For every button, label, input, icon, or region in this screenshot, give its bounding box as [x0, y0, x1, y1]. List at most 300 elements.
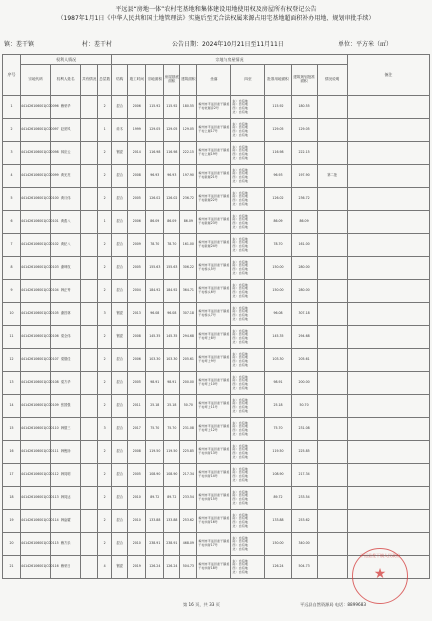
cell-structure: 混合 [112, 441, 128, 464]
cell-base-area: 119.50 [164, 441, 180, 464]
cell-boundary: 东：自有地 南：自有地 西：自有地 北：自有地 [231, 510, 265, 533]
cell-common [81, 96, 98, 119]
cell-boundary: 东：自有地 南：自有地 西：自有地 北：自有地 [231, 372, 265, 395]
cell-location: 梅州市平远县差干镇差干村坪上9号 [197, 349, 231, 372]
cell-floors: 2 [98, 96, 112, 119]
header-note: 情况说明 [317, 65, 347, 96]
cell-note [317, 349, 347, 372]
cell-structure: 混合 [112, 257, 128, 280]
cell-seq: 15 [3, 418, 21, 441]
cell-note [317, 441, 347, 464]
cell-building-area: 197.90 [180, 165, 197, 188]
cell-approved-land: 150.00 [265, 257, 291, 280]
cell-seq: 11 [3, 326, 21, 349]
cell-location: 梅州市平远县差干镇差干村岗背15号 [197, 487, 231, 510]
cell-approved-land: 103.30 [265, 349, 291, 372]
cell-note [317, 418, 347, 441]
cell-land-area: 89.72 [146, 487, 164, 510]
cell-year: 2005 [128, 257, 146, 280]
cell-parcel: 441426106001JC00114 [21, 510, 51, 533]
cell-structure: 混合 [112, 234, 128, 257]
cell-location: 梅州市平远县差干镇差干村岗背16号 [197, 510, 231, 533]
cell-structure: 钢混 [112, 556, 128, 579]
cell-boundary: 东：自有地 南：自有地 西：自有地 北：自有地 [231, 487, 265, 510]
cell-seq: 9 [3, 280, 21, 303]
cell-building-area: 307.18 [180, 303, 197, 326]
cell-location: 梅州市平远县差干镇差干村新屋22号 [197, 188, 231, 211]
unit-label: 单位：平方米（㎡） [338, 41, 393, 48]
cell-parcel: 441426106001JC00115 [21, 533, 51, 556]
cell-note [317, 464, 347, 487]
table-row [3, 349, 430, 372]
cell-approved-building: 294.68 [291, 326, 317, 349]
cell-approved-building: 200.00 [291, 372, 317, 395]
cell-floors: 2 [98, 257, 112, 280]
cell-boundary: 东：自有地 南：自有地 西：自有地 北：自有地 [231, 303, 265, 326]
cell-year: 2009 [128, 234, 146, 257]
cell-land-area: 145.35 [146, 326, 164, 349]
cell-location: 梅州市平远县差干镇差干村上屋19号 [197, 142, 231, 165]
cell-land-area: 98.91 [146, 372, 164, 395]
cell-common [81, 211, 98, 234]
cell-note [317, 142, 347, 165]
cell-base-area: 86.09 [164, 211, 180, 234]
cell-base-area: 75.70 [164, 418, 180, 441]
cell-seq: 20 [3, 533, 21, 556]
cell-building-area: 129.05 [180, 119, 197, 142]
cell-seq: 17 [3, 464, 21, 487]
cell-building-area: 364.71 [180, 280, 197, 303]
cell-boundary: 东：自有地 南：自有地 西：自有地 北：自有地 [231, 349, 265, 372]
cell-parcel: 441426106001JC00112 [21, 464, 51, 487]
town-label: 镇：差干镇 [4, 41, 35, 48]
cell-year: 2008 [128, 441, 146, 464]
cell-approved-building: 217.34 [291, 464, 317, 487]
cell-remarks [347, 372, 429, 395]
cell-land-area: 155.63 [146, 257, 164, 280]
cell-building-area: 161.00 [180, 234, 197, 257]
cell-floors: 1 [98, 119, 112, 142]
table-row [3, 395, 430, 418]
cell-year: 2006 [128, 96, 146, 119]
cell-approved-building: 180.55 [291, 96, 317, 119]
cell-parcel: 441426106001JC00097 [21, 119, 51, 142]
cell-approved-building: 222.15 [291, 142, 317, 165]
cell-location: 梅州市平远县差干镇差干村桥头5号 [197, 257, 231, 280]
cell-parcel: 441426106001JC00113 [21, 487, 51, 510]
cell-boundary: 东：自有地 南：自有地 西：自有地 北：自有地 [231, 119, 265, 142]
cell-building-area: 225.85 [180, 441, 197, 464]
cell-floors: 2 [98, 234, 112, 257]
cell-approved-building: 161.00 [291, 234, 317, 257]
cell-building-area: 205.61 [180, 349, 197, 372]
cell-boundary: 东：自有地 南：自有地 西：自有地 北：自有地 [231, 464, 265, 487]
cell-year: 2017 [128, 418, 146, 441]
info-bar [0, 38, 432, 50]
cell-name: 梁德佳 [51, 349, 81, 372]
cell-approved-building: 504.73 [291, 556, 317, 579]
cell-floors: 3 [98, 303, 112, 326]
cell-seq: 16 [3, 441, 21, 464]
cell-common [81, 188, 98, 211]
cell-location: 梅州市平远县差干镇差干村新屋24号 [197, 234, 231, 257]
cell-approved-land: 78.70 [265, 234, 291, 257]
header-land-area: 宗地面积 [146, 65, 164, 96]
table-row [3, 441, 430, 464]
cell-seq: 18 [3, 487, 21, 510]
cell-building-area: 504.73 [180, 556, 197, 579]
cell-base-area: 126.24 [164, 556, 180, 579]
cell-location: 梅州市平远县差干镇差干村岗背18号 [197, 556, 231, 579]
cell-seq: 7 [3, 234, 21, 257]
cell-parcel: 441426106001JC00110 [21, 418, 51, 441]
cell-note [317, 326, 347, 349]
cell-base-area: 103.30 [164, 349, 180, 372]
cell-approved-land: 150.00 [265, 533, 291, 556]
cell-remarks [347, 165, 429, 188]
cell-common [81, 303, 98, 326]
table-row [3, 211, 430, 234]
cell-common [81, 533, 98, 556]
cell-land-area: 25.18 [146, 395, 164, 418]
cell-approved-building: 280.00 [291, 280, 317, 303]
cell-structure: 混合 [112, 372, 128, 395]
cell-floors: 2 [98, 372, 112, 395]
cell-approved-building: 231.08 [291, 418, 317, 441]
cell-approved-land: 86.09 [265, 211, 291, 234]
header-remarks: 备注 [347, 55, 429, 96]
seal-ring-text: 平远县差干镇人民政府 [360, 553, 400, 558]
cell-floors: 2 [98, 326, 112, 349]
cell-name: 赖荣日 [51, 556, 81, 579]
cell-common [81, 464, 98, 487]
cell-remarks [347, 395, 429, 418]
cell-boundary: 东：自有地 南：自有地 西：自有地 北：自有地 [231, 142, 265, 165]
cell-boundary: 东：自有地 南：自有地 西：自有地 北：自有地 [231, 165, 265, 188]
cell-land-area: 115.92 [146, 96, 164, 119]
cell-boundary: 东：自有地 南：自有地 西：自有地 北：自有地 [231, 533, 265, 556]
cell-name: 黄光亮 [51, 165, 81, 188]
cell-structure: 钢混 [112, 303, 128, 326]
cell-common [81, 280, 98, 303]
cell-year: 2010 [128, 487, 146, 510]
cell-common [81, 349, 98, 372]
cell-land-area: 133.88 [146, 510, 164, 533]
table-row [3, 326, 430, 349]
cell-common [81, 510, 98, 533]
header-approved-land: 批准用地面积 [265, 65, 291, 96]
cell-parcel: 441426106001JC00111 [21, 441, 51, 464]
cell-location: 梅州市平远县差干镇差干村坪上12号 [197, 418, 231, 441]
cell-parcel: 441426106001JC00107 [21, 349, 51, 372]
notice-date: 公告日期：2024年10月21日至11月11日 [172, 41, 284, 48]
table-row [3, 257, 430, 280]
cell-remarks [347, 349, 429, 372]
cell-floors: 3 [98, 418, 112, 441]
cell-common [81, 441, 98, 464]
cell-approved-building: 50.70 [291, 395, 317, 418]
cell-floors: 2 [98, 280, 112, 303]
cell-land-area: 184.92 [146, 280, 164, 303]
cell-boundary: 东：自有地 南：自有地 西：自有地 北：自有地 [231, 280, 265, 303]
cell-structure: 混合 [112, 418, 128, 441]
table-row [3, 303, 430, 326]
cell-structure: 混合 [112, 533, 128, 556]
cell-floors: 2 [98, 142, 112, 165]
cell-land-area: 116.98 [146, 142, 164, 165]
cell-floors: 1 [98, 211, 112, 234]
seal-star-icon: ★ [373, 566, 387, 582]
cell-base-area: 98.91 [164, 372, 180, 395]
header-approved-building: 建筑规划批准面积 [291, 65, 317, 96]
cell-note [317, 303, 347, 326]
cell-note: 第二批 [317, 165, 347, 188]
cell-base-area: 129.05 [164, 119, 180, 142]
cell-approved-land: 75.70 [265, 418, 291, 441]
cell-parcel: 441426106001JC00101 [21, 211, 51, 234]
header-seq: 序号 [3, 55, 21, 96]
cell-common [81, 326, 98, 349]
cell-structure: 混合 [112, 280, 128, 303]
cell-building-area: 180.55 [180, 96, 197, 119]
header-building-area: 建筑面积 [180, 65, 197, 96]
page-number: 第 16 页，共 33 页 [183, 602, 220, 607]
cell-structure: 钢混 [112, 326, 128, 349]
cell-boundary: 东：自有地 南：自有地 西：自有地 北：自有地 [231, 211, 265, 234]
cell-boundary: 东：自有地 南：自有地 西：自有地 北：自有地 [231, 257, 265, 280]
cell-building-area: 217.34 [180, 464, 197, 487]
cell-remarks [347, 441, 429, 464]
cell-remarks [347, 418, 429, 441]
cell-parcel: 441426106001JC00098 [21, 142, 51, 165]
cell-land-area: 75.70 [146, 418, 164, 441]
cell-approved-building: 233.54 [291, 487, 317, 510]
cell-boundary: 东：自有地 南：自有地 西：自有地 北：自有地 [231, 395, 265, 418]
cell-year: 2005 [128, 464, 146, 487]
cell-parcel: 441426106001JC00103 [21, 257, 51, 280]
cell-building-area: 236.72 [180, 188, 197, 211]
cell-name: 梁方华 [51, 372, 81, 395]
cell-seq: 10 [3, 303, 21, 326]
cell-remarks [347, 464, 429, 487]
cell-base-area: 96.93 [164, 165, 180, 188]
cell-note [317, 119, 347, 142]
cell-approved-land: 96.93 [265, 165, 291, 188]
cell-structure: 混合 [112, 510, 128, 533]
table-row [3, 510, 430, 533]
cell-base-area: 115.92 [164, 96, 180, 119]
cell-building-area: 222.15 [180, 142, 197, 165]
cell-year: 2014 [128, 142, 146, 165]
cell-note [317, 188, 347, 211]
cell-base-area: 96.08 [164, 303, 180, 326]
cell-seq: 12 [3, 349, 21, 372]
cell-common [81, 487, 98, 510]
cell-year: 2005 [128, 188, 146, 211]
cell-parcel: 441426106001JC00102 [21, 234, 51, 257]
cell-base-area: 89.72 [164, 487, 180, 510]
header-location: 坐落 [197, 65, 231, 96]
cell-approved-land: 126.24 [265, 556, 291, 579]
table-row [3, 165, 430, 188]
cell-structure: 混合 [112, 188, 128, 211]
cell-seq: 6 [3, 211, 21, 234]
cell-name: 韩德三 [51, 418, 81, 441]
cell-seq: 21 [3, 556, 21, 579]
cell-building-area: 50.70 [180, 395, 197, 418]
cell-year: 2010 [128, 510, 146, 533]
cell-base-area: 184.92 [164, 280, 180, 303]
cell-common [81, 556, 98, 579]
header-boundary: 四至 [231, 65, 265, 96]
cell-building-area: 468.09 [180, 533, 197, 556]
table-row [3, 119, 430, 142]
cell-name: 黄纪八 [51, 234, 81, 257]
cell-note [317, 510, 347, 533]
official-seal [352, 548, 408, 604]
cell-base-area: 108.90 [164, 464, 180, 487]
cell-approved-building: 253.62 [291, 510, 317, 533]
cell-structure: 钢混 [112, 142, 128, 165]
cell-structure: 混合 [112, 395, 128, 418]
cell-common [81, 418, 98, 441]
cell-note [317, 96, 347, 119]
cell-common [81, 372, 98, 395]
cell-seq: 2 [3, 119, 21, 142]
cell-approved-building: 340.00 [291, 533, 317, 556]
cell-floors: 2 [98, 188, 112, 211]
cell-remarks [347, 510, 429, 533]
cell-boundary: 东：自有地 南：自有地 西：自有地 北：自有地 [231, 326, 265, 349]
notice-title: 平远县“房地一体”农村宅基地和集体建设用地使用权及房屋所有权登记公告 [115, 6, 317, 13]
cell-name: 韩淦耀 [51, 510, 81, 533]
cell-seq: 19 [3, 510, 21, 533]
cell-structure: 混合 [112, 464, 128, 487]
cell-note [317, 211, 347, 234]
cell-base-area: 116.98 [164, 142, 180, 165]
cell-remarks [347, 188, 429, 211]
cell-approved-building: 129.05 [291, 119, 317, 142]
cell-parcel: 441426106001JC00104 [21, 280, 51, 303]
cell-location: 梅州市平远县差干镇差干村新屋23号 [197, 211, 231, 234]
cell-structure: 混合 [112, 211, 128, 234]
cell-floors: 2 [98, 533, 112, 556]
cell-seq: 13 [3, 372, 21, 395]
cell-location: 梅州市平远县差干镇差干村坪上10号 [197, 372, 231, 395]
cell-boundary: 东：自有地 南：自有地 西：自有地 北：自有地 [231, 234, 265, 257]
header-structure: 结构 [112, 65, 128, 96]
cell-land-area: 78.70 [146, 234, 164, 257]
cell-base-area: 78.70 [164, 234, 180, 257]
cell-remarks [347, 280, 429, 303]
cell-base-area: 25.18 [164, 395, 180, 418]
cell-boundary: 东：自有地 南：自有地 西：自有地 北：自有地 [231, 441, 265, 464]
cell-land-area: 108.90 [146, 464, 164, 487]
cell-note [317, 372, 347, 395]
cell-building-area: 306.22 [180, 257, 197, 280]
cell-structure: 混合 [112, 165, 128, 188]
cell-floors: 2 [98, 441, 112, 464]
cell-parcel: 441426106001JC00099 [21, 165, 51, 188]
cell-common [81, 395, 98, 418]
table-row [3, 234, 430, 257]
cell-boundary: 东：自有地 南：自有地 西：自有地 北：自有地 [231, 556, 265, 579]
cell-name: 韩俊扬 [51, 441, 81, 464]
cell-year: 2010 [128, 533, 146, 556]
cell-boundary: 东：自有地 南：自有地 西：自有地 北：自有地 [231, 188, 265, 211]
header-floors: 总层数 [98, 65, 112, 96]
cell-land-area: 96.08 [146, 303, 164, 326]
cell-floors: 2 [98, 395, 112, 418]
cell-floors: 2 [98, 464, 112, 487]
issuer-line: 平远县自然资源局 电话：8899683 [300, 602, 367, 607]
cell-seq: 1 [3, 96, 21, 119]
cell-base-area: 238.91 [164, 533, 180, 556]
cell-year: 2008 [128, 326, 146, 349]
table-row [3, 96, 430, 119]
cell-note [317, 487, 347, 510]
cell-seq: 5 [3, 188, 21, 211]
cell-remarks [347, 487, 429, 510]
cell-approved-land: 115.92 [265, 96, 291, 119]
cell-seq: 8 [3, 257, 21, 280]
cell-remarks [347, 234, 429, 257]
header-name: 权利人姓名 [51, 65, 81, 96]
cell-boundary: 东：自有地 南：自有地 西：自有地 北：自有地 [231, 418, 265, 441]
cell-location: 梅州市平远县差干镇差干村岗背13号 [197, 441, 231, 464]
cell-approved-building: 205.61 [291, 349, 317, 372]
cell-approved-building: 86.09 [291, 211, 317, 234]
cell-remarks [347, 119, 429, 142]
cell-floors: 2 [98, 487, 112, 510]
cell-approved-building: 225.85 [291, 441, 317, 464]
cell-floors: 4 [98, 556, 112, 579]
cell-land-area: 86.09 [146, 211, 164, 234]
cell-approved-land: 119.50 [265, 441, 291, 464]
cell-remarks [347, 96, 429, 119]
cell-common [81, 119, 98, 142]
cell-seq: 14 [3, 395, 21, 418]
table-row [3, 280, 430, 303]
cell-name: 谢坤权 [51, 257, 81, 280]
cell-approved-land: 116.98 [265, 142, 291, 165]
cell-location: 梅州市平远县差干镇差干村新屋21号 [197, 165, 231, 188]
cell-remarks [347, 142, 429, 165]
cell-land-area: 238.91 [146, 533, 164, 556]
cell-floors: 2 [98, 510, 112, 533]
table-row [3, 188, 430, 211]
cell-note [317, 556, 347, 579]
cell-name: 韩同明 [51, 464, 81, 487]
cell-location: 梅州市平远县差干镇差干村岗背14号 [197, 464, 231, 487]
cell-location: 梅州市平远县差干镇差干村桥头7号 [197, 303, 231, 326]
cell-approved-building: 280.00 [291, 257, 317, 280]
cell-seq: 3 [3, 142, 21, 165]
cell-name: 韩同达 [51, 487, 81, 510]
cell-base-area: 126.02 [164, 188, 180, 211]
cell-boundary: 东：自有地 南：自有地 西：自有地 北：自有地 [231, 96, 265, 119]
cell-approved-land: 133.88 [265, 510, 291, 533]
cell-land-area: 119.50 [146, 441, 164, 464]
cell-name: 赖方乐 [51, 533, 81, 556]
header-common: 共有情况 [81, 65, 98, 96]
cell-approved-land: 126.02 [265, 188, 291, 211]
cell-structure: 砖木 [112, 119, 128, 142]
cell-year: 1999 [128, 119, 146, 142]
table-row [3, 487, 430, 510]
cell-parcel: 441426106001JC00096 [21, 96, 51, 119]
cell-location: 梅州市平远县差干镇差干村老屋旁2号 [197, 96, 231, 119]
